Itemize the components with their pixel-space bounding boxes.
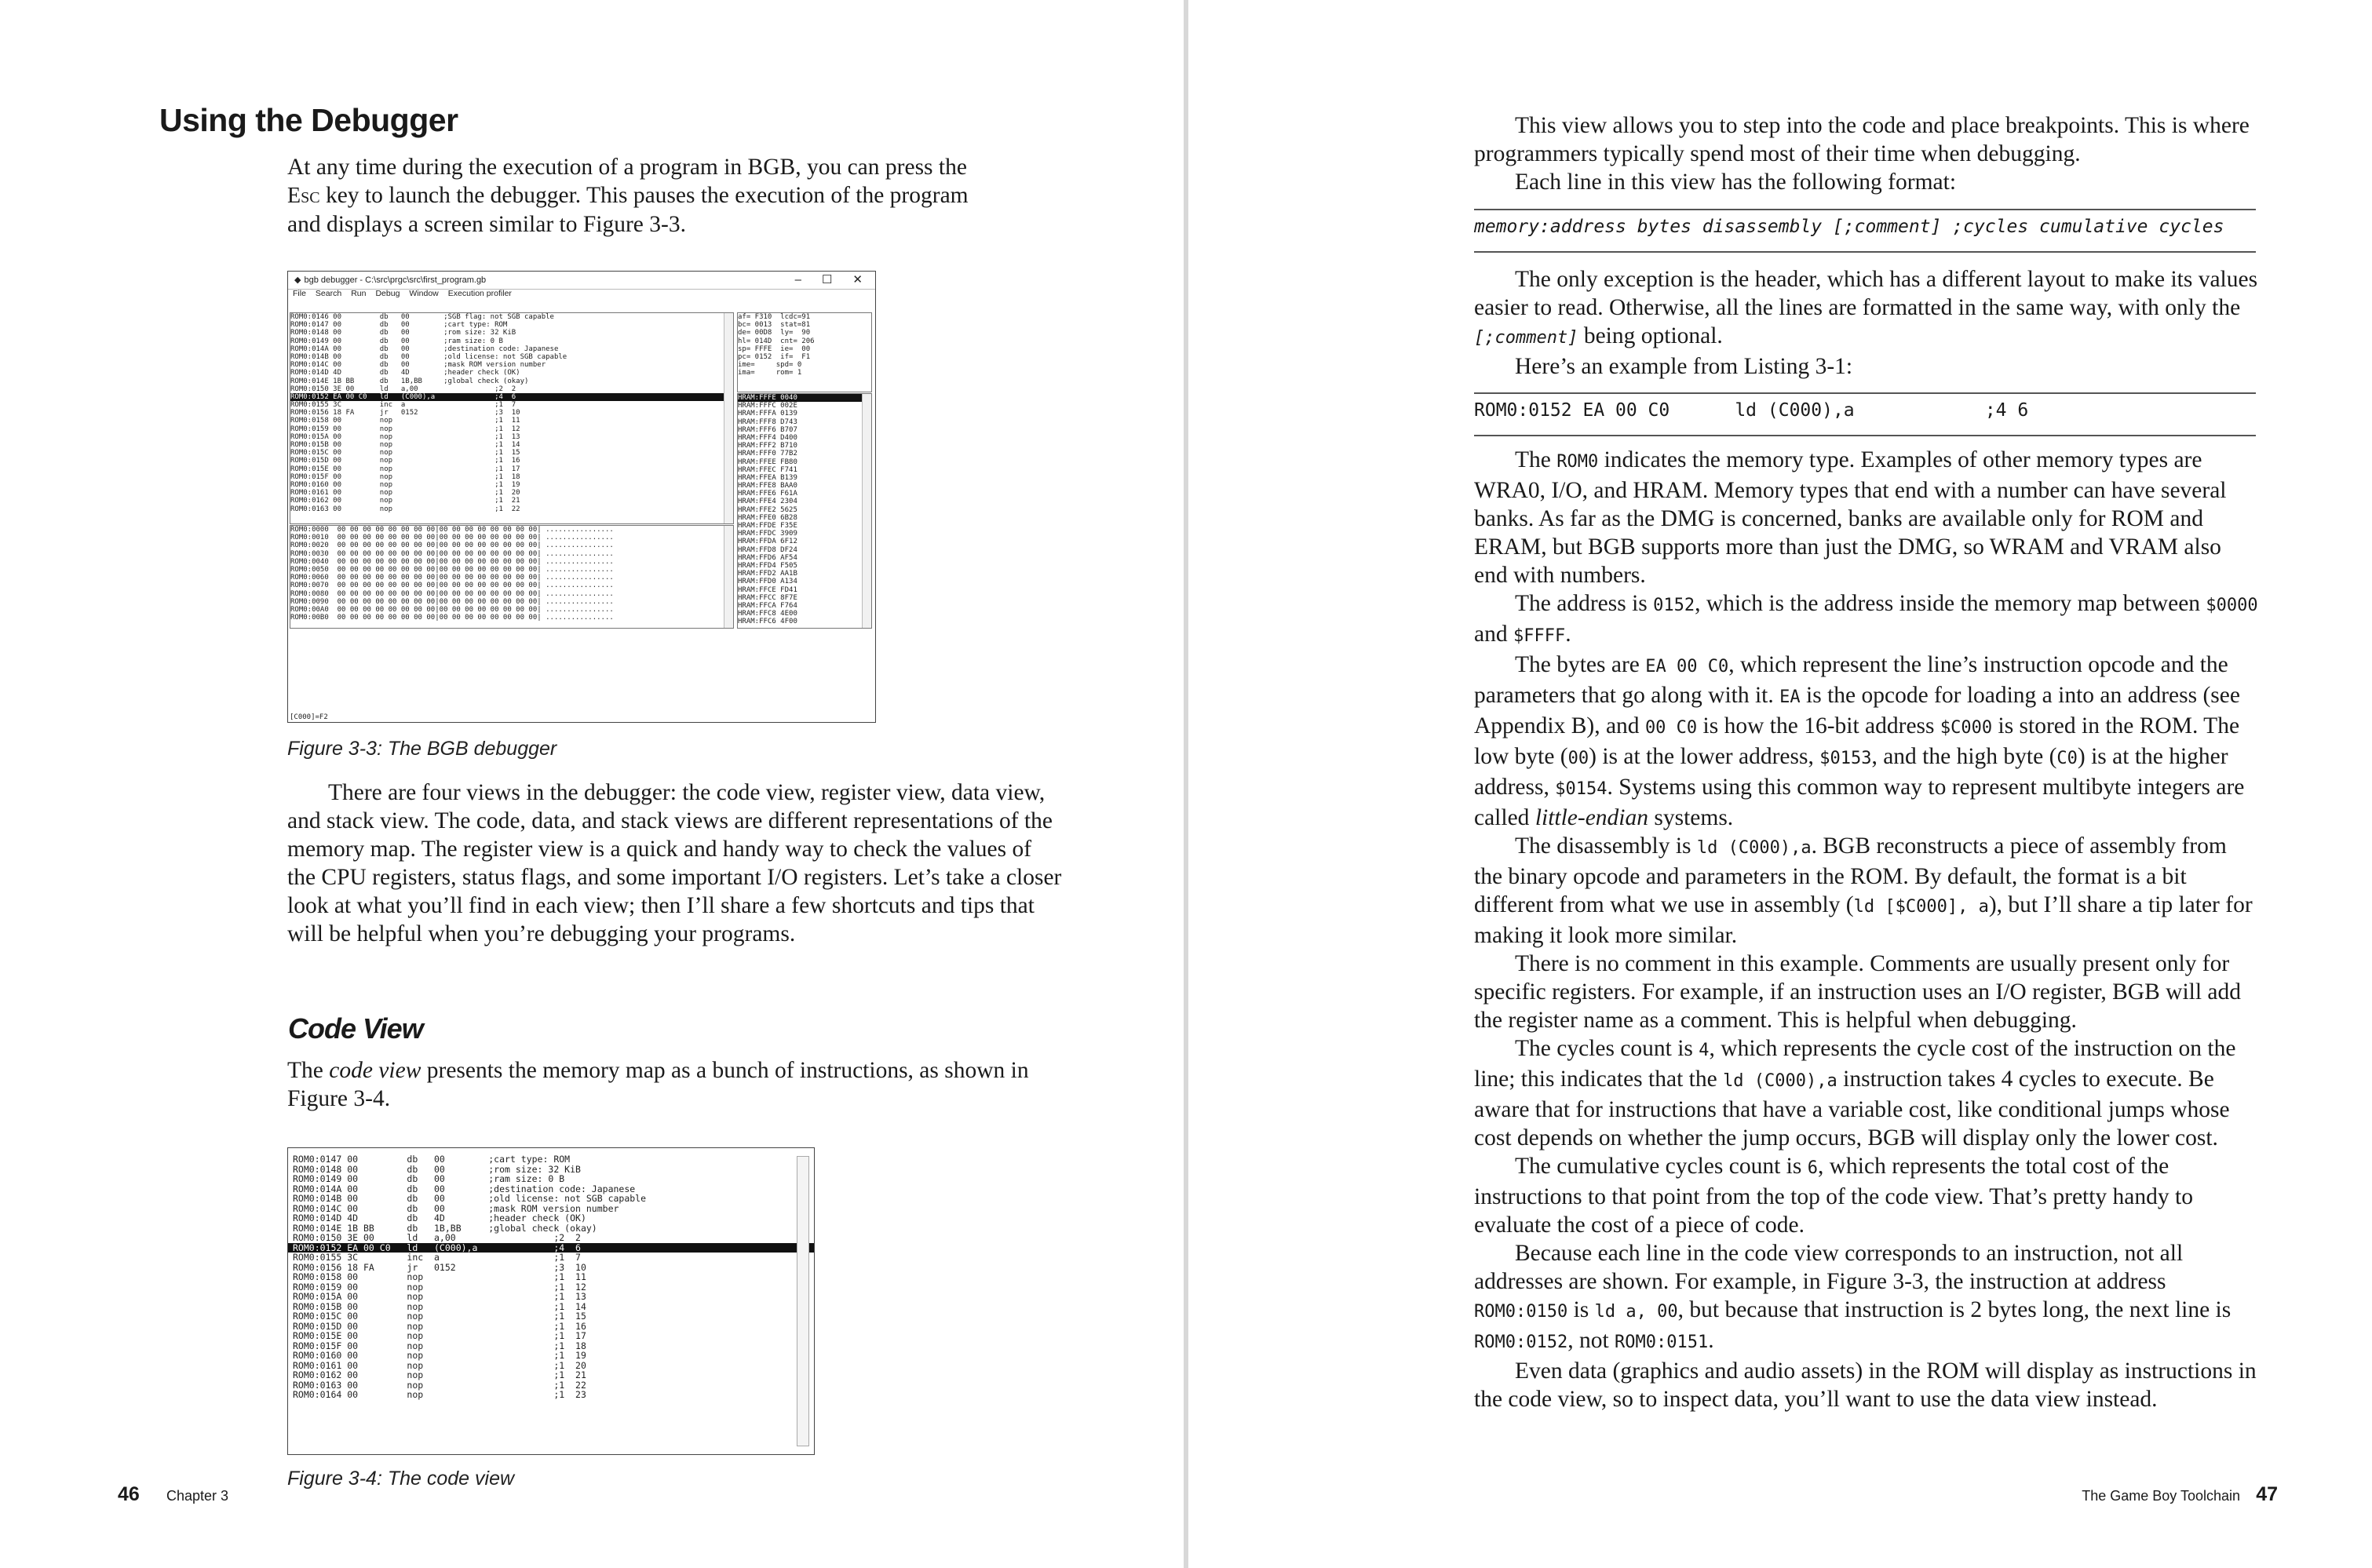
p3-text-a: The only exception is the header, which has a different layout to make its values easier to read. Otherwise, all the lines are formatted in the same way, with only the — [1474, 267, 2258, 320]
stack-line[interactable]: HRAM:FFC8 4E00 — [738, 610, 797, 618]
code-line[interactable]: ROM0:0152 EA 00 C0 ld (C000),a ;4 6 — [288, 1243, 814, 1253]
code-line[interactable]: ROM0:014C 00 db 00 ;mask ROM version number — [293, 1202, 619, 1214]
code-line[interactable]: ROM0:0147 00 db 00 ;cart type: ROM — [293, 1154, 571, 1165]
section-heading: Using the Debugger — [159, 102, 458, 138]
code-line[interactable]: ROM0:014B 00 db 00 ;old license: not SGB capable — [290, 352, 567, 361]
p7-c6: $0153 — [1819, 749, 1872, 768]
register-line[interactable]: pc= 0152 if= F1 — [738, 352, 811, 361]
p3-text-b: being optional. — [1578, 323, 1723, 348]
code-line[interactable]: ROM0:015C 00 nop ;1 15 — [293, 1311, 586, 1322]
explanation-paragraphs — [1474, 446, 2259, 1413]
p7-a: The bytes are — [1515, 652, 1646, 677]
p5-code: ROM0 — [1556, 452, 1599, 472]
p7-c1: EA 00 C0 — [1645, 657, 1729, 676]
code-line[interactable]: ROM0:0150 3E 00 ld a,00 ;2 2 — [293, 1232, 581, 1243]
p8-c: ), but I’ll share a tip later for making it look more similar. — [1474, 892, 2253, 948]
code-line[interactable]: ROM0:014D 4D db 4D ;header check (OK) — [290, 369, 520, 377]
code-line[interactable]: ROM0:015D 00 nop ;1 16 — [293, 1320, 586, 1332]
status-bar: [C000]=F2 — [290, 713, 328, 721]
stack-line[interactable]: HRAM:FFFC 002E — [738, 402, 797, 410]
debugger-menubar — [288, 290, 875, 302]
code-line[interactable]: ROM0:0164 00 nop ;1 23 — [293, 1389, 586, 1400]
p6-c3: $FFFF — [1513, 626, 1566, 646]
app-icon: ◆ — [294, 275, 301, 285]
menu-search[interactable]: Search — [315, 289, 342, 298]
p7-c3: 00 C0 — [1644, 718, 1698, 738]
code-line[interactable]: ROM0:0156 18 FA jr 0152 ;3 10 — [290, 409, 520, 418]
p6-c1: 0152 — [1653, 596, 1695, 615]
data-line[interactable]: ROM0:0060 00 00 00 00 00 00 00 00|00 00 00 00 00 00 00 00| ................ — [290, 574, 614, 582]
code-line[interactable]: ROM0:015E 00 nop ;1 17 — [293, 1330, 586, 1341]
p10-c1: 4 — [1699, 1041, 1710, 1060]
figure-3-3-caption: Figure 3-3: The BGB debugger — [287, 738, 557, 760]
code-line[interactable]: ROM0:0146 00 db 00 ;SGB flag: not SGB capable — [290, 313, 554, 321]
p8-c1: ld (C000),a — [1696, 838, 1812, 858]
code-line[interactable]: ROM0:0160 00 nop ;1 19 — [293, 1350, 586, 1361]
code-line[interactable]: ROM0:0160 00 nop ;1 19 — [290, 480, 520, 489]
code-line[interactable]: ROM0:015E 00 nop ;1 17 — [290, 465, 520, 473]
code-line[interactable]: ROM0:0149 00 db 00 ;ram size: 0 B — [293, 1173, 565, 1184]
stack-line[interactable]: HRAM:FFF2 B710 — [738, 442, 797, 450]
stack-line[interactable]: HRAM:FFD2 AA1B — [738, 570, 797, 578]
p7-c4: $C000 — [1940, 718, 1993, 738]
p5-a: The — [1515, 447, 1557, 472]
code-line[interactable]: ROM0:0163 00 nop ;1 22 — [293, 1379, 586, 1391]
p12-a: Because each line in the code view corresponds to an instruction, not all addresses are shown. For example, in Figure 3-3, the instruction at address — [1474, 1241, 2184, 1294]
cv-text-a: The — [287, 1058, 330, 1083]
code-line[interactable]: ROM0:0150 3E 00 ld a,00 ;2 2 — [290, 385, 516, 393]
code-line[interactable]: ROM0:015F 00 nop ;1 18 — [290, 472, 520, 481]
views-text: There are four views in the debugger: the code view, register view, data view, and stack view. The code, data, and stack views are different representations of the memory map. The register view is a quick and handy way to check the values of the CPU registers, status flags, and some important I/O registers. Let’s take a closer look at what you’ll find in each view; then I’ll share a few shortcuts and tips that will be helpful when you’re debugging your programs. — [287, 780, 1062, 946]
code-line[interactable]: ROM0:0161 00 nop ;1 20 — [290, 489, 520, 498]
cv-text-b: presents the memory map as a bunch of instructions, as shown in Figure 3-4. — [287, 1058, 1029, 1111]
p10-c2: ld (C000),a — [1723, 1071, 1837, 1091]
register-line[interactable]: af= F310 lcdc=91 — [738, 313, 811, 321]
stack-line[interactable]: HRAM:FFE4 2304 — [738, 498, 797, 506]
code-line[interactable]: ROM0:014A 00 db 00 ;destination code: Japanese — [290, 345, 559, 353]
data-line[interactable]: ROM0:0040 00 00 00 00 00 00 00 00|00 00 00 00 00 00 00 00| ................ — [290, 557, 614, 566]
p12-e: . — [1708, 1328, 1714, 1353]
stack-line[interactable]: HRAM:FFDC 3909 — [738, 530, 797, 538]
p7-i: . Systems using this common way to represent multibyte integers are called — [1474, 775, 2245, 830]
p7-j: systems. — [1648, 805, 1734, 830]
figure-3-4-caption: Figure 3-4: The code view — [287, 1468, 515, 1490]
stack-line[interactable]: HRAM:FFF0 77B2 — [738, 450, 797, 458]
code-line[interactable]: ROM0:0155 3C inc a ;1 7 — [290, 401, 516, 410]
register-line[interactable]: sp= FFFE ie= 00 — [738, 345, 811, 353]
p11-a: The cumulative cycles count is — [1515, 1154, 1808, 1179]
code-line[interactable]: ROM0:0158 00 nop ;1 11 — [293, 1271, 586, 1282]
p11-c1: 6 — [1807, 1158, 1818, 1178]
p8-c2: ld [$C000], a — [1853, 897, 1989, 917]
p7-term: little-endian — [1535, 805, 1648, 830]
code-line[interactable]: ROM0:014D 4D db 4D ;header check (OK) — [293, 1212, 586, 1223]
code-line[interactable]: ROM0:0162 00 nop ;1 21 — [293, 1369, 586, 1380]
p6-a: The address is — [1515, 591, 1654, 616]
stack-line[interactable]: HRAM:FFEA B139 — [738, 473, 797, 482]
data-line[interactable]: ROM0:00A0 00 00 00 00 00 00 00 00|00 00 00 00 00 00 00 00| ................ — [290, 605, 614, 614]
intro-block — [1474, 111, 2259, 196]
close-icon[interactable]: ✕ — [852, 272, 863, 286]
running-footer-right: The Game Boy Toolchain — [2082, 1488, 2240, 1504]
stack-line[interactable]: HRAM:FFF8 D743 — [738, 418, 797, 426]
format-intro: Each line in this view has the following format: — [1515, 170, 1957, 195]
p11-b: , which represents the total cost of the instructions to that point from the top of the code view. That’s pretty handy to evaluate the cost of a piece of code. — [1474, 1154, 2193, 1238]
stack-line[interactable]: HRAM:FFEE FB80 — [738, 458, 797, 466]
register-line[interactable]: ime= spd= 0 — [738, 361, 802, 370]
stack-line[interactable]: HRAM:FFE8 BAA0 — [738, 482, 797, 490]
stack-line[interactable]: HRAM:FFD0 A134 — [738, 578, 797, 586]
code-line[interactable]: ROM0:015C 00 nop ;1 15 — [290, 449, 520, 458]
register-line[interactable]: hl= 014D cnt= 206 — [738, 337, 815, 345]
data-line[interactable]: ROM0:00B0 00 00 00 00 00 00 00 00|00 00 00 00 00 00 00 00| ................ — [290, 614, 614, 622]
intro-text-b: key to launch the debugger. This pauses the execution of the program — [319, 183, 969, 208]
register-line[interactable]: ima= rom= 1 — [738, 369, 802, 377]
code-line[interactable]: ROM0:014E 1B BB db 1B,BB ;global check (okay) — [293, 1222, 597, 1234]
header-paragraphs — [1474, 265, 2259, 381]
p10-b: , which represents the cycle cost of the instruction on the line; this indicates that the — [1474, 1036, 2236, 1092]
rule-top-1 — [1474, 209, 2256, 210]
stack-view-pane[interactable] — [737, 393, 872, 629]
code-line[interactable]: ROM0:015B 00 nop ;1 14 — [290, 441, 520, 449]
stack-line[interactable]: HRAM:FFF6 B707 — [738, 425, 797, 434]
code-line[interactable]: ROM0:015A 00 nop ;1 13 — [293, 1291, 586, 1302]
p7-b: , which represent the line’s instruction opcode and the parameters that go along with it. — [1474, 652, 2228, 708]
left-page — [0, 0, 1184, 1568]
code-line[interactable]: ROM0:0147 00 db 00 ;cart type: ROM — [290, 321, 508, 330]
data-line[interactable]: ROM0:0000 00 00 00 00 00 00 00 00|00 00 00 00 00 00 00 00| ................ — [290, 526, 614, 534]
code-line[interactable]: ROM0:0148 00 db 00 ;rom size: 32 KiB — [290, 329, 516, 337]
stack-line[interactable]: HRAM:FFDE F35E — [738, 522, 797, 530]
p13: Even data (graphics and audio assets) in the ROM will display as instructions in the code view, so to inspect data, you’ll want to use the data view instead. — [1474, 1358, 2257, 1412]
page-number: 46 — [118, 1483, 140, 1505]
code-line[interactable]: ROM0:015F 00 nop ;1 18 — [293, 1340, 586, 1351]
stack-line[interactable]: HRAM:FFE6 F61A — [738, 490, 797, 498]
intro-paragraph — [287, 153, 1064, 239]
minimize-icon[interactable]: – — [794, 272, 801, 286]
p6-c: and — [1474, 622, 1513, 647]
p7-c: is the opcode for loading a into an address (see Appendix B), and — [1474, 683, 2240, 738]
code-line[interactable]: ROM0:0155 3C inc a ;1 7 — [293, 1252, 581, 1263]
code-line[interactable]: ROM0:015A 00 nop ;1 13 — [290, 432, 520, 441]
stack-line[interactable]: HRAM:FFD8 DF24 — [738, 545, 797, 554]
esc-key: Esc — [287, 184, 320, 208]
bgb-debugger-screenshot — [287, 271, 876, 723]
stack-line[interactable]: HRAM:FFFA 0139 — [738, 410, 797, 418]
p6-d: . — [1565, 622, 1571, 647]
p7-c7: C0 — [2056, 749, 2078, 768]
code-line[interactable]: ROM0:0163 00 nop ;1 22 — [290, 505, 520, 513]
example-line: ROM0:0152 EA 00 C0 ld (C000),a ;4 6 — [1474, 400, 2029, 421]
code-line[interactable]: ROM0:0158 00 nop ;1 11 — [290, 417, 520, 425]
code-view-scrollbar[interactable] — [797, 1156, 809, 1446]
code-line[interactable]: ROM0:0156 18 FA jr 0152 ;3 10 — [293, 1261, 586, 1273]
code-view-paragraph — [287, 1056, 1064, 1113]
data-view-scrollbar[interactable] — [724, 526, 733, 628]
stack-line[interactable]: HRAM:FFDA 6F12 — [738, 538, 797, 546]
stack-line[interactable]: HRAM:FFD6 AF54 — [738, 553, 797, 562]
views-paragraph — [287, 779, 1064, 948]
p7-e: is stored in the ROM. The low byte ( — [1474, 713, 2240, 769]
data-line[interactable]: ROM0:0010 00 00 00 00 00 00 00 00|00 00 00 00 00 00 00 00| ................ — [290, 534, 614, 542]
p7-h: ) is at the higher address, — [1474, 744, 2228, 800]
running-footer: Chapter 3 — [166, 1488, 229, 1504]
stack-line[interactable]: HRAM:FFC6 4F00 — [738, 618, 797, 626]
p5-b: indicates the memory type. Examples of other memory types are WRA0, I/O, and HRAM. Memory types that end with a number can have several banks. As far as the DMG is concerned, banks are available only for ROM and ERAM, but BGB supports more than just the DMG, so WRAM and VRAM also end with numbers. — [1474, 447, 2227, 588]
register-line[interactable]: de= 00D8 ly= 90 — [738, 329, 811, 337]
stack-line[interactable]: HRAM:FFE2 5625 — [738, 505, 797, 514]
code-line[interactable]: ROM0:015B 00 nop ;1 14 — [293, 1300, 586, 1312]
code-line[interactable]: ROM0:0152 EA 00 C0 ld (C000),a ;4 6 — [290, 393, 733, 401]
code-line[interactable]: ROM0:014B 00 db 00 ;old license: not SGB capable — [293, 1193, 647, 1204]
data-line[interactable]: ROM0:0070 00 00 00 00 00 00 00 00|00 00 00 00 00 00 00 00| ................ — [290, 582, 614, 590]
debugger-titlebar — [288, 272, 875, 290]
p7-c2: EA — [1779, 687, 1801, 707]
menu-run[interactable]: Run — [351, 289, 367, 298]
stack-line[interactable]: HRAM:FFEC F741 — [738, 465, 797, 474]
stack-line[interactable]: HRAM:FFCC 8F7E — [738, 593, 797, 602]
p12-c4: ROM0:0151 — [1615, 1333, 1709, 1352]
subsection-heading: Code View — [288, 1012, 423, 1045]
p12-c1: ROM0:0150 — [1474, 1302, 1568, 1322]
code-line[interactable]: ROM0:0149 00 db 00 ;ram size: 0 B — [290, 337, 503, 345]
p6-b: , which is the address inside the memory map between — [1695, 591, 2206, 616]
cv-term: code view — [329, 1058, 421, 1083]
stack-line[interactable]: HRAM:FFFE 0040 — [738, 394, 871, 402]
window-title: bgb debugger - C:\src\prgc\src\first_program.gb — [304, 275, 487, 285]
register-line[interactable]: bc= 0013 stat=81 — [738, 321, 811, 330]
code-line[interactable]: ROM0:0159 00 nop ;1 12 — [293, 1281, 586, 1293]
stack-line[interactable]: HRAM:FFCE FD41 — [738, 585, 797, 594]
code-line[interactable]: ROM0:015D 00 nop ;1 16 — [290, 457, 520, 465]
code-line[interactable]: ROM0:0162 00 nop ;1 21 — [290, 497, 520, 505]
p7-f: ) is at the lower address, — [1589, 744, 1820, 769]
stack-view-scrollbar[interactable] — [862, 394, 871, 628]
p3-code: [;comment] — [1474, 328, 1578, 348]
p7-c5: 00 — [1567, 749, 1589, 768]
code-view-pane[interactable] — [290, 312, 734, 524]
maximize-icon[interactable]: ☐ — [821, 272, 833, 286]
data-view-pane[interactable] — [290, 525, 734, 629]
listing-intro: Here’s an example from Listing 3-1: — [1515, 354, 1853, 379]
intro-text-a: At any time during the execution of a program in BGB, you can press the — [287, 155, 967, 180]
p12-c: , but because that instruction is 2 bytes long, the next line is — [1677, 1297, 2232, 1322]
rule-bottom-2 — [1474, 435, 2256, 436]
intro-text-c: and displays a screen similar to Figure 3-3. — [287, 212, 686, 237]
p6-c2: $0000 — [2206, 596, 2258, 615]
code-view-screenshot — [287, 1147, 815, 1455]
data-line[interactable]: ROM0:0080 00 00 00 00 00 00 00 00|00 00 00 00 00 00 00 00| ................ — [290, 589, 614, 598]
menu-file[interactable]: File — [293, 289, 306, 298]
page-number-right: 47 — [2256, 1483, 2278, 1505]
code-line[interactable]: ROM0:0159 00 nop ;1 12 — [290, 425, 520, 433]
code-line[interactable]: ROM0:014E 1B BB db 1B,BB ;global check (okay) — [290, 377, 529, 385]
register-view-pane[interactable] — [737, 312, 872, 392]
data-line[interactable]: ROM0:0050 00 00 00 00 00 00 00 00|00 00 00 00 00 00 00 00| ................ — [290, 565, 614, 574]
p7-c8: $0154 — [1555, 779, 1607, 799]
code-view-scrollbar[interactable] — [724, 313, 733, 523]
p9: There is no comment in this example. Comments are usually present only for specific registers. For example, if an instruction uses an I/O register, BGB will add the register name as a comment. This is helpful when debugging. — [1474, 951, 2242, 1033]
stack-line[interactable]: HRAM:FFE0 6B28 — [738, 513, 797, 522]
format-line: memory:address bytes disassembly [;comment] ;cycles cumulative cycles — [1474, 217, 2224, 237]
menu-window[interactable]: Window — [409, 289, 439, 298]
rule-top-2 — [1474, 392, 2256, 394]
p10-a: The cycles count is — [1515, 1036, 1699, 1061]
p12-b: is — [1567, 1297, 1595, 1322]
stack-line[interactable]: HRAM:FFF4 D400 — [738, 433, 797, 442]
p7-g: , and the high byte ( — [1871, 744, 2057, 769]
code-line[interactable]: ROM0:0161 00 nop ;1 20 — [293, 1359, 586, 1371]
p8-b: . BGB reconstructs a piece of assembly from the binary opcode and parameters in the ROM. By default, the format is a bit different from what we use in assembly ( — [1474, 833, 2227, 917]
stack-line[interactable]: HRAM:FFD4 F505 — [738, 561, 797, 570]
p8-a: The disassembly is — [1515, 833, 1697, 859]
p10-c: instruction takes 4 cycles to execute. Be aware that for instructions that have a variable cost, like conditional jumps whose cost depends on whether the jump occurs, BGB will display only the lower cost. — [1474, 1067, 2230, 1150]
code-line[interactable]: ROM0:0148 00 db 00 ;rom size: 32 KiB — [293, 1163, 581, 1175]
p12-d: , not — [1567, 1328, 1615, 1353]
rule-bottom-1 — [1474, 251, 2256, 253]
data-line[interactable]: ROM0:0090 00 00 00 00 00 00 00 00|00 00 00 00 00 00 00 00| ................ — [290, 597, 614, 606]
p12-c2: ld a, 00 — [1594, 1302, 1678, 1322]
code-line[interactable]: ROM0:014A 00 db 00 ;destination code: Japanese — [293, 1183, 636, 1194]
data-line[interactable]: ROM0:0020 00 00 00 00 00 00 00 00|00 00 00 00 00 00 00 00| ................ — [290, 542, 614, 550]
p7-d: is how the 16-bit address — [1697, 713, 1940, 738]
code-line[interactable]: ROM0:014C 00 db 00 ;mask ROM version number — [290, 361, 546, 370]
data-line[interactable]: ROM0:0030 00 00 00 00 00 00 00 00|00 00 00 00 00 00 00 00| ................ — [290, 549, 614, 558]
step-paragraph: This view allows you to step into the code and place breakpoints. This is where programmers typically spend most of their time when debugging. — [1474, 113, 2250, 166]
menu-debug[interactable]: Debug — [375, 289, 400, 298]
stack-line[interactable]: HRAM:FFCA F764 — [738, 601, 797, 610]
menu-execution-profiler[interactable]: Execution profiler — [447, 289, 512, 298]
p12-c3: ROM0:0152 — [1474, 1333, 1568, 1352]
